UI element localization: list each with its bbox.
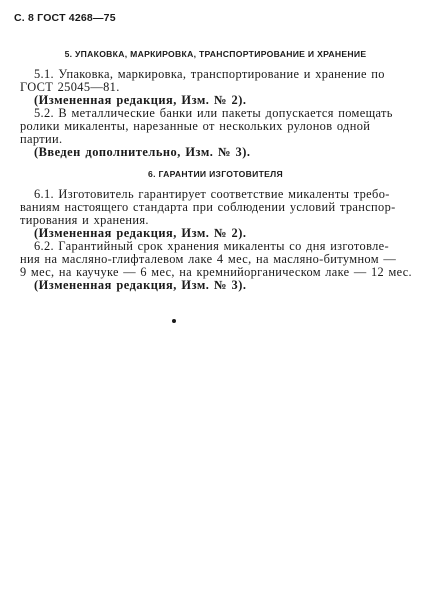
paragraph-5-2-line-1: 5.2. В металлические банки или пакеты допускается помещать <box>34 106 393 120</box>
paragraph-5-1-line-1: 5.1. Упаковка, маркировка, транспортирование и хранение по <box>34 67 385 81</box>
page-dot-mark <box>172 319 176 323</box>
amendment-note-6-2: (Измененная редакция, Изм. № 3). <box>34 278 247 292</box>
paragraph-6-2-line-2: ния на масляно-глифталевом лаке 4 мес, на масляно-битумном — <box>20 252 397 266</box>
amendment-note-5-1: (Измененная редакция, Изм. № 2). <box>34 93 247 107</box>
paragraph-6-1-line-2: ваниям настоящего стандарта при соблюдении условий транспор- <box>20 200 396 214</box>
paragraph-5-2-line-2: ролики микаленты, нарезанные от нескольких рулонов одной <box>20 119 371 133</box>
amendment-note-5-2: (Введен дополнительно, Изм. № 3). <box>34 145 251 159</box>
paragraph-5-1-line-2: ГОСТ 25045—81. <box>20 80 120 94</box>
paragraph-6-1-line-1: 6.1. Изготовитель гарантирует соответствие микаленты требо- <box>34 187 390 201</box>
section-5-heading: 5. УПАКОВКА, МАРКИРОВКА, ТРАНСПОРТИРОВАНИЕ И ХРАНЕНИЕ <box>64 49 367 59</box>
paragraph-6-2-line-1: 6.2. Гарантийный срок хранения микаленты со дня изготовле- <box>34 239 389 253</box>
paragraph-5-2-line-3: партии. <box>20 132 63 146</box>
running-header: С. 8 ГОСТ 4268—75 <box>14 12 116 24</box>
paragraph-6-1-line-3: тирования и хранения. <box>20 213 149 227</box>
amendment-note-6-1: (Измененная редакция, Изм. № 2). <box>34 226 247 240</box>
section-6-heading: 6. ГАРАНТИИ ИЗГОТОВИТЕЛЯ <box>148 169 283 179</box>
paragraph-6-2-line-3: 9 мес, на каучуке — 6 мес, на кремнийорганическом лаке — 12 мес. <box>20 265 412 279</box>
